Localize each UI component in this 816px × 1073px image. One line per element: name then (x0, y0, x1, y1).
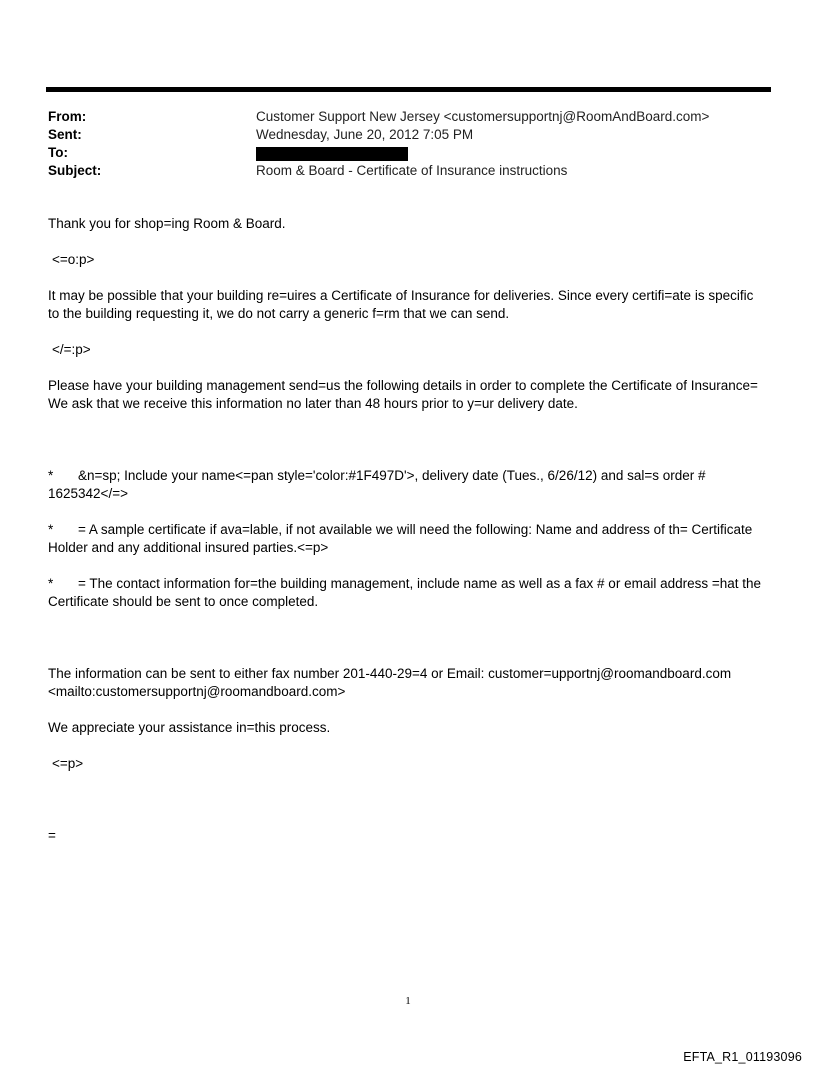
from-row (48, 108, 768, 126)
document-id: EFTA_R1_01193096 (683, 1050, 802, 1064)
bullet-item (48, 575, 768, 611)
body-paragraph: Thank you for shop=ing Room & Board. (48, 216, 286, 231)
body-paragraph: It may be possible that your building re=uires a Certificate of Insurance for deliveries. Since every certifi=ate is specific to the building requesting it, we do not carry a generic f=rm that we can send. (48, 288, 754, 321)
body-paragraph: The information can be sent to either fax number 201-440-29=4 or Email: customer=upportnj@roomandboard.com <mailto:customersupportnj@roomandboard.com> (48, 666, 732, 699)
bullet-star: * (48, 522, 54, 537)
body-paragraph: We appreciate your assistance in=this process. (48, 720, 331, 735)
subject-label: Subject: (48, 163, 102, 178)
sent-value: Wednesday, June 20, 2012 7:05 PM (256, 127, 474, 142)
from-label: From: (48, 109, 87, 124)
body-paragraph: </=:p> (52, 342, 91, 357)
bullet-star: * (48, 576, 54, 591)
body-paragraph: Please have your building management send=us the following details in order to complete the Certificate of Insurance= We ask that we receive this information no later than 48 hours prior to y=ur delivery date. (48, 378, 758, 411)
to-label: To: (48, 145, 68, 160)
bullet-text: &n=sp; Include your name<=pan style='color:#1F497D'>, delivery date (Tues., 6/26/12) and sal=s order # 1625342</=> (48, 468, 706, 501)
body-paragraph: = (48, 828, 56, 843)
page-number: 1 (405, 995, 411, 1007)
bullet-item (48, 467, 768, 503)
header-rule (46, 87, 771, 92)
from-value: Customer Support New Jersey <customersupportnj@RoomAndBoard.com> (256, 109, 710, 124)
sent-label: Sent: (48, 127, 82, 142)
subject-row (48, 162, 768, 180)
body-paragraph: <=o:p> (52, 252, 95, 267)
bullet-text: = The contact information for=the building management, include name as well as a fax # or email address =hat the Certificate should be sent to once completed. (48, 576, 762, 609)
bullet-text: = A sample certificate if ava=lable, if not available we will need the following: Name and address of th= Certificate Holder and any additional insured parties.<=p> (48, 522, 753, 555)
email-header (48, 108, 768, 180)
sent-row (48, 126, 768, 144)
body-paragraph: <=p> (52, 756, 84, 771)
to-row (48, 144, 768, 162)
bullet-item (48, 521, 768, 557)
bullet-star: * (48, 468, 54, 483)
subject-value: Room & Board - Certificate of Insurance instructions (256, 163, 568, 178)
redaction-bar (256, 147, 408, 161)
email-body (48, 215, 768, 845)
